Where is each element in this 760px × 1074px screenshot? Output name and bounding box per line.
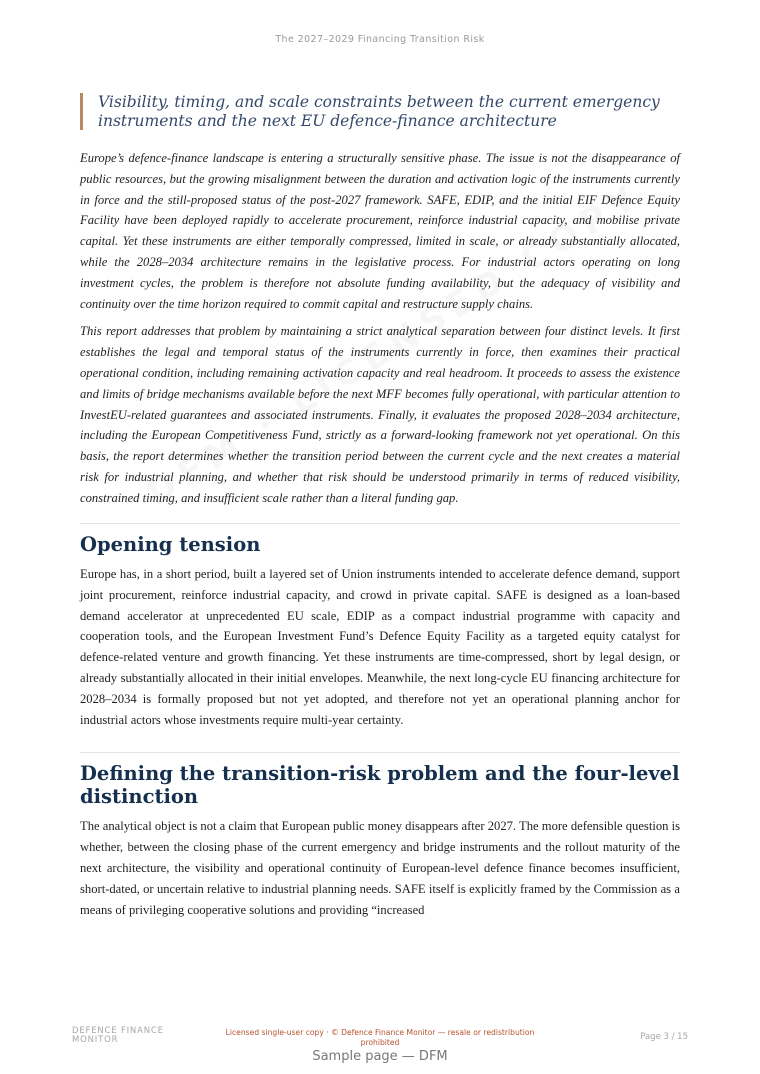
page-number: Page 3 / 15 (640, 1032, 688, 1042)
section-opening-tension (80, 534, 680, 731)
sample-label: Sample page — DFM (312, 1049, 448, 1064)
intro-summary (80, 148, 680, 509)
intro-paragraph: This report addresses that problem by maintaining a strict analytical separation between four distinct levels. It first establishes the legal and temporal status of the instruments currently in force, then examines their practical operational condition, including remaining activation capacity and real headroom. It proceeds to assess the existence and limits of bridge mechanisms available before the next MFF becomes fully operational, with particular attention to InvestEU-related guarantees and associated instruments. Finally, it evaluates the proposed 2028–2034 architecture, including the European Competitiveness Fund, strictly as a forward-looking framework not yet operational. On this basis, the report determines whether the transition period between the current cycle and the next creates a material risk for industrial planning, and whether that risk should be understood primarily in terms of reduced visibility, constrained timing, and insufficient scale rather than a literal funding gap. (80, 324, 680, 505)
section-heading: Defining the transition-risk problem and the four-level distinction (80, 762, 680, 808)
section-paragraph: The analytical object is not a claim that European public money disappears after 2027. The more defensible question is whether, between the closing phase of the current emergency and bridge instruments and the rollout maturity of the next architecture, the visibility and operational continuity of European-level defence finance becomes insufficient, short-dated, or uncertain relative to industrial planning needs. SAFE itself is explicitly framed by the Commission as a means of privileging cooperative solutions and providing “increased (80, 819, 680, 917)
pull-quote: Visibility, timing, and scale constraints between the current emergency instruments and the next EU defence-finance architecture (80, 93, 680, 130)
section-paragraph: Europe has, in a short period, built a layered set of Union instruments intended to accelerate defence demand, support joint procurement, reinforce industrial capacity, and crowd in private capital. SAFE is designed as a loan-based demand accelerator at unprecedented EU scale, EDIP as a compact industrial programme with capacity and cooperation tools, and the European Investment Fund’s Defence Equity Facility as a targeted equity catalyst for defence-related venture and growth financing. Yet these instruments are time-compressed, short by legal design, or already substantially allocated in their initial envelopes. Meanwhile, the next long-cycle EU financing architecture for 2028–2034 is formally proposed but not yet adopted, and therefore not yet an operational planning anchor for industrial actors whose investments require multi-year certainty. (80, 567, 680, 727)
page-content (80, 93, 680, 920)
section-heading: Opening tension (80, 532, 261, 556)
footer-brand: DEFENCE FINANCE MONITOR (72, 1026, 164, 1045)
section-divider (80, 752, 680, 753)
running-head: The 2027–2029 Financing Transition Risk (275, 34, 485, 45)
intro-paragraph: Europe’s defence-finance landscape is entering a structurally sensitive phase. The issue is not the disappearance of public resources, but the growing misalignment between the duration and activation logic of the instruments currently in force and the still-proposed status of the post-2027 framework. SAFE, EDIP, and the initial EIF Defence Equity Facility have been deployed rapidly to accelerate procurement, reinforce industrial capacity, and mobilise private capital. Yet these instruments are either temporally compressed, limited in scale, or already substantially allocated, while the 2028–2034 architecture remains in the legislative process. For industrial actors operating on long investment cycles, the problem is therefore not absolute funding availability, but the adequacy of visibility and continuity over the time horizon required to commit capital and restructure supply chains. (80, 151, 680, 311)
footer-license: Licensed single-user copy · © Defence Finance Monitor — resale or redistribution prohibited (225, 1028, 535, 1047)
section-transition-risk (80, 763, 680, 920)
section-divider (80, 523, 680, 524)
